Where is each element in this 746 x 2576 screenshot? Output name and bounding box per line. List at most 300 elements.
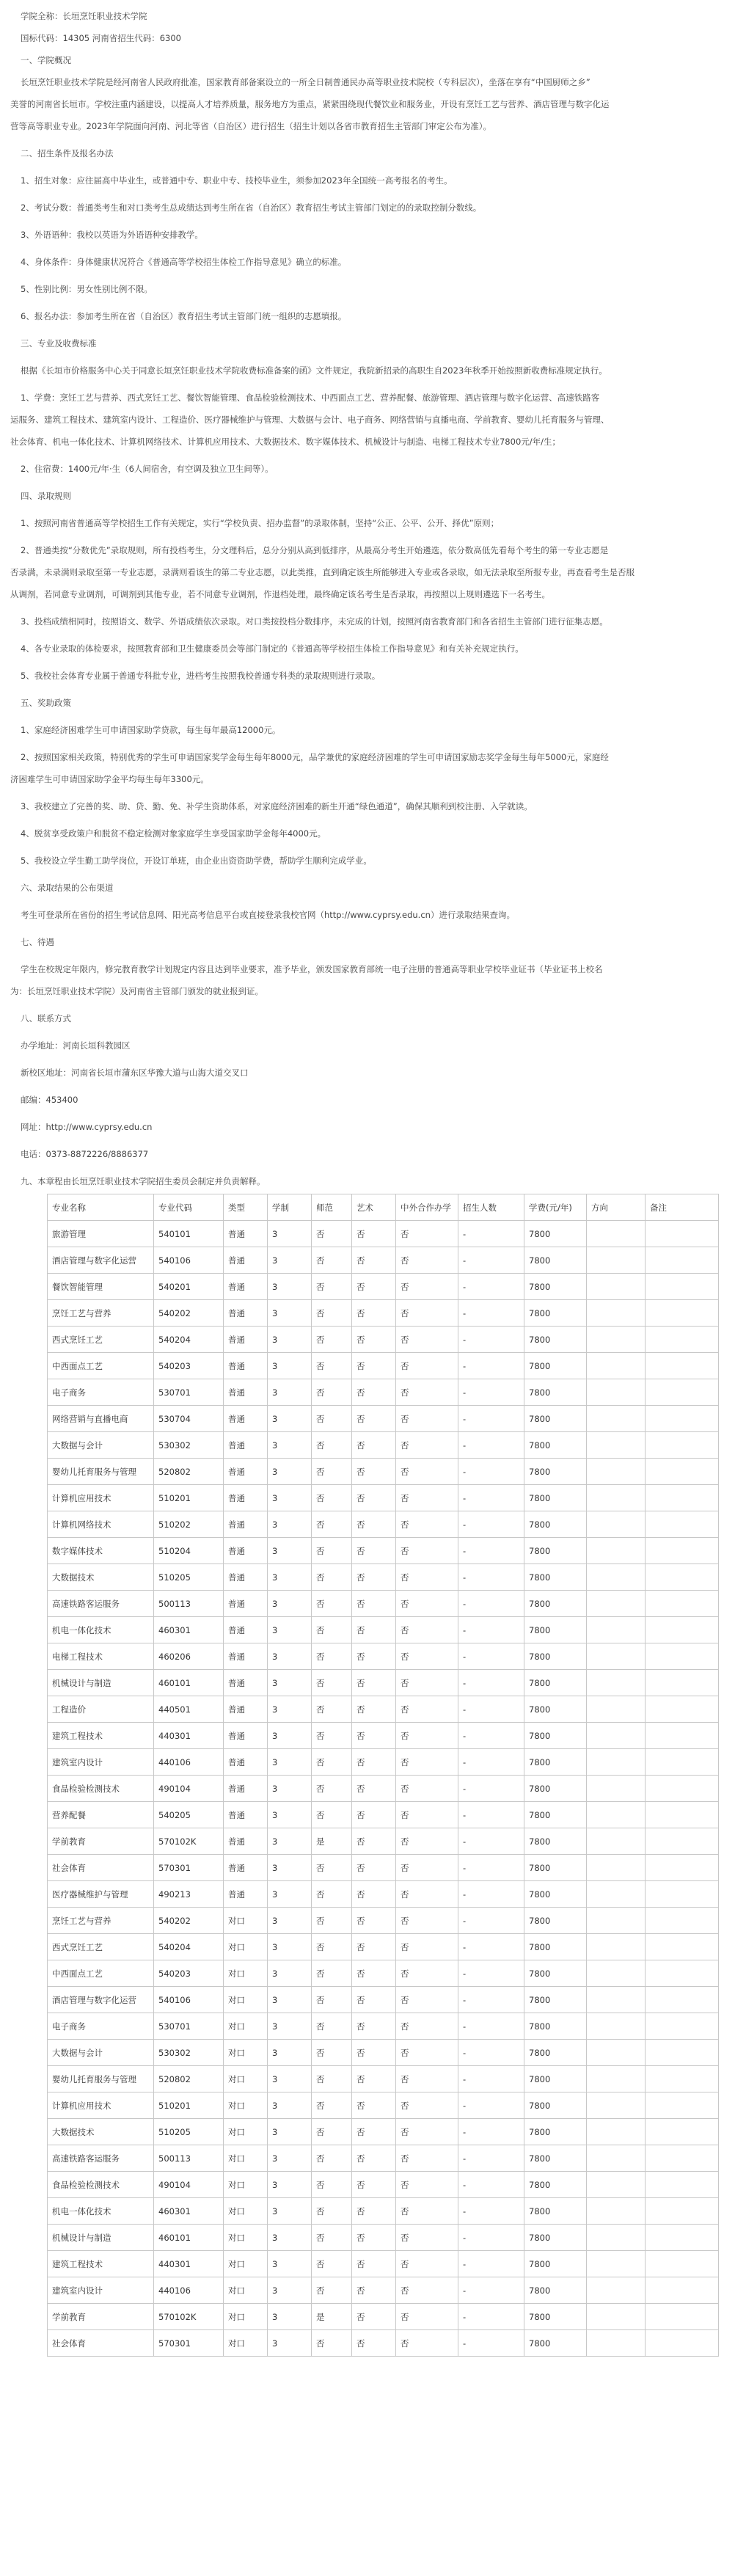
table-header-row	[48, 1194, 719, 1221]
overview-line-2: 美誉的河南省长垣市。学校注重内涵建设，以提高人才培养质量，服务地方为重点，紧紧围绕现代餐饮业和服务业，开设有烹饪工艺与营养、酒店管理与数字化运	[10, 99, 610, 109]
duration-cell: 3	[268, 1485, 312, 1511]
tuition-cell: 7800	[524, 1353, 587, 1379]
direction-cell	[587, 2172, 646, 2198]
section-title-fees: 三、专业及收费标准	[21, 338, 97, 349]
major-cell: 高速铁路客运服务	[48, 2145, 154, 2172]
contact-new-campus-address: 新校区地址：河南省长垣市蒲东区华豫大道与山海大道交叉口	[21, 1068, 249, 1078]
remarks-cell	[646, 2277, 719, 2304]
code-cell: 570102K	[154, 2304, 224, 2330]
normal-cell: 否	[312, 1564, 352, 1591]
fees-basis: 根据《长垣市价格服务中心关于同意长垣烹饪职业技术学院收费标准备案的函》文件规定，我院新招录的高职生自2023年秋季开始按照新收费标准规定执行。	[21, 365, 607, 376]
direction-cell	[587, 1274, 646, 1300]
remarks-cell	[646, 2251, 719, 2277]
enrollment-cell: -	[458, 1221, 524, 1247]
direction-cell	[587, 1723, 646, 1749]
code-cell: 530302	[154, 1432, 224, 1459]
type-cell: 普通	[224, 1379, 268, 1406]
type-cell: 对口	[224, 2277, 268, 2304]
art-cell: 否	[352, 1617, 396, 1643]
type-cell: 对口	[224, 1908, 268, 1934]
remarks-cell	[646, 2172, 719, 2198]
duration-cell: 3	[268, 1300, 312, 1327]
normal-cell: 否	[312, 1379, 352, 1406]
table-row	[48, 1855, 719, 1881]
joint-cell: 否	[396, 1591, 458, 1617]
contact-office-address: 办学地址：河南长垣科教园区	[21, 1040, 131, 1051]
table-row	[48, 1749, 719, 1776]
type-cell: 对口	[224, 2092, 268, 2119]
tuition-cell: 7800	[524, 1300, 587, 1327]
major-cell: 计算机网络技术	[48, 1511, 154, 1538]
enrollment-cell: -	[458, 1749, 524, 1776]
duration-cell: 3	[268, 1934, 312, 1960]
joint-cell: 否	[396, 1643, 458, 1670]
type-cell: 对口	[224, 1987, 268, 2013]
normal-cell: 否	[312, 1987, 352, 2013]
type-cell: 普通	[224, 1247, 268, 1274]
tuition-cell: 7800	[524, 2330, 587, 2357]
major-cell: 婴幼儿托育服务与管理	[48, 2066, 154, 2092]
code-cell: 520802	[154, 1459, 224, 1485]
major-cell: 婴幼儿托育服务与管理	[48, 1459, 154, 1485]
enrollment-cell: -	[458, 1960, 524, 1987]
duration-cell: 3	[268, 1828, 312, 1855]
col-header-code: 专业代码	[154, 1194, 224, 1221]
direction-cell	[587, 1617, 646, 1643]
aid-item-1: 1、家庭经济困难学生可申请国家助学贷款，每生每年最高12000元。	[21, 725, 281, 735]
joint-cell: 否	[396, 2119, 458, 2145]
joint-cell: 否	[396, 1881, 458, 1908]
section-title-interpretation: 九、本章程由长垣烹饪职业技术学院招生委员会制定并负责解释。	[21, 1176, 266, 1186]
remarks-cell	[646, 1353, 719, 1379]
code-cell: 440106	[154, 1749, 224, 1776]
table-row	[48, 2304, 719, 2330]
section-title-treatment: 七、待遇	[21, 937, 54, 947]
art-cell: 否	[352, 1828, 396, 1855]
tuition-cell: 7800	[524, 1485, 587, 1511]
remarks-cell	[646, 1379, 719, 1406]
joint-cell: 否	[396, 2145, 458, 2172]
duration-cell: 3	[268, 1327, 312, 1353]
normal-cell: 否	[312, 2225, 352, 2251]
col-header-art: 艺术	[352, 1194, 396, 1221]
type-cell: 普通	[224, 1300, 268, 1327]
type-cell: 普通	[224, 1828, 268, 1855]
enrollment-cell: -	[458, 2330, 524, 2357]
major-cell: 机电一体化技术	[48, 1617, 154, 1643]
normal-cell: 否	[312, 1538, 352, 1564]
direction-cell	[587, 1300, 646, 1327]
rules-item-2-line-3: 从调剂，若同意专业调剂，可调剂到其他专业，若不同意专业调剂，作退档处理，最终确定该名考生是否录取，再按照以上规则遴选下一名考生。	[10, 589, 550, 599]
code-cell: 460206	[154, 1643, 224, 1670]
aid-item-2-line-1: 2、按照国家相关政策，特别优秀的学生可申请国家奖学金每生每年8000元，品学兼优的家庭经济困难的学生可申请国家励志奖学金每生每年5000元，家庭经	[21, 752, 609, 762]
rules-item-1: 1、按照河南省普通高等学校招生工作有关规定，实行“学校负责、招办监督”的录取体制，坚持“公正、公平、公开、择优”原则；	[21, 518, 500, 528]
type-cell: 普通	[224, 1855, 268, 1881]
direction-cell	[587, 1881, 646, 1908]
type-cell: 对口	[224, 2304, 268, 2330]
school-codes: 国标代码：14305 河南省招生代码：6300	[21, 33, 182, 43]
art-cell: 否	[352, 2330, 396, 2357]
direction-cell	[587, 2225, 646, 2251]
table-row	[48, 1327, 719, 1353]
major-cell: 计算机应用技术	[48, 1485, 154, 1511]
normal-cell: 否	[312, 1696, 352, 1723]
remarks-cell	[646, 1987, 719, 2013]
tuition-cell: 7800	[524, 2092, 587, 2119]
type-cell: 普通	[224, 1538, 268, 1564]
art-cell: 否	[352, 2277, 396, 2304]
enrollment-cell: -	[458, 1274, 524, 1300]
type-cell: 对口	[224, 2172, 268, 2198]
code-cell: 460101	[154, 1670, 224, 1696]
type-cell: 对口	[224, 1934, 268, 1960]
table-row	[48, 2066, 719, 2092]
direction-cell	[587, 1247, 646, 1274]
direction-cell	[587, 2330, 646, 2357]
joint-cell: 否	[396, 1960, 458, 1987]
joint-cell: 否	[396, 1723, 458, 1749]
code-cell: 460301	[154, 1617, 224, 1643]
tuition-cell: 7800	[524, 1934, 587, 1960]
tuition-cell: 7800	[524, 1749, 587, 1776]
normal-cell: 否	[312, 2119, 352, 2145]
code-cell: 540202	[154, 1908, 224, 1934]
major-cell: 大数据与会计	[48, 2040, 154, 2066]
direction-cell	[587, 1908, 646, 1934]
tuition-cell: 7800	[524, 1696, 587, 1723]
direction-cell	[587, 1960, 646, 1987]
type-cell: 普通	[224, 1802, 268, 1828]
normal-cell: 否	[312, 2330, 352, 2357]
section-title-results: 六、录取结果的公布渠道	[21, 883, 114, 893]
normal-cell: 否	[312, 1749, 352, 1776]
art-cell: 否	[352, 1327, 396, 1353]
duration-cell: 3	[268, 1274, 312, 1300]
table-row	[48, 1960, 719, 1987]
enrollment-cell: -	[458, 2040, 524, 2066]
tuition-cell: 7800	[524, 2172, 587, 2198]
type-cell: 对口	[224, 2066, 268, 2092]
normal-cell: 否	[312, 2013, 352, 2040]
normal-cell: 是	[312, 2304, 352, 2330]
table-row	[48, 2145, 719, 2172]
enrollment-cell: -	[458, 2251, 524, 2277]
type-cell: 普通	[224, 1591, 268, 1617]
duration-cell: 3	[268, 2277, 312, 2304]
table-row	[48, 2040, 719, 2066]
art-cell: 否	[352, 2013, 396, 2040]
art-cell: 否	[352, 1353, 396, 1379]
duration-cell: 3	[268, 2013, 312, 2040]
art-cell: 否	[352, 2172, 396, 2198]
conditions-item-1: 1、招生对象：应往届高中毕业生，或普通中专、职业中专、技校毕业生，须参加2023年全国统一高考报名的考生。	[21, 175, 453, 186]
duration-cell: 3	[268, 1643, 312, 1670]
type-cell: 对口	[224, 2198, 268, 2225]
table-row	[48, 2172, 719, 2198]
remarks-cell	[646, 2145, 719, 2172]
remarks-cell	[646, 1485, 719, 1511]
remarks-cell	[646, 2304, 719, 2330]
normal-cell: 否	[312, 2092, 352, 2119]
remarks-cell	[646, 1723, 719, 1749]
major-cell: 电子商务	[48, 1379, 154, 1406]
direction-cell	[587, 1776, 646, 1802]
tuition-cell: 7800	[524, 2225, 587, 2251]
joint-cell: 否	[396, 1855, 458, 1881]
art-cell: 否	[352, 2225, 396, 2251]
table-row	[48, 1511, 719, 1538]
normal-cell: 否	[312, 1855, 352, 1881]
joint-cell: 否	[396, 1987, 458, 2013]
tuition-cell: 7800	[524, 1459, 587, 1485]
enrollment-cell: -	[458, 1511, 524, 1538]
col-header-normal: 师范	[312, 1194, 352, 1221]
rules-item-5: 5、我校社会体育专业属于普通专科批专业，进档考生按照我校普通专科类的录取规则进行录取。	[21, 671, 381, 681]
enrollment-cell: -	[458, 1432, 524, 1459]
remarks-cell	[646, 1221, 719, 1247]
type-cell: 普通	[224, 1459, 268, 1485]
tuition-cell: 7800	[524, 1776, 587, 1802]
tuition-cell: 7800	[524, 2145, 587, 2172]
joint-cell: 否	[396, 2251, 458, 2277]
art-cell: 否	[352, 1591, 396, 1617]
enrollment-cell: -	[458, 2066, 524, 2092]
normal-cell: 否	[312, 1670, 352, 1696]
table-row	[48, 1406, 719, 1432]
conditions-item-4: 4、身体条件：身体健康状况符合《普通高等学校招生体检工作指导意见》确立的标准。	[21, 257, 347, 267]
joint-cell: 否	[396, 1379, 458, 1406]
type-cell: 普通	[224, 1485, 268, 1511]
type-cell: 普通	[224, 1643, 268, 1670]
tuition-cell: 7800	[524, 2251, 587, 2277]
joint-cell: 否	[396, 1511, 458, 1538]
enrollment-cell: -	[458, 1379, 524, 1406]
code-cell: 570102K	[154, 1828, 224, 1855]
art-cell: 否	[352, 1855, 396, 1881]
code-cell: 540106	[154, 1987, 224, 2013]
major-cell: 中西面点工艺	[48, 1353, 154, 1379]
tuition-cell: 7800	[524, 1987, 587, 2013]
joint-cell: 否	[396, 1247, 458, 1274]
major-cell: 工程造价	[48, 1696, 154, 1723]
enrollment-cell: -	[458, 1406, 524, 1432]
code-cell: 490213	[154, 1881, 224, 1908]
normal-cell: 否	[312, 1327, 352, 1353]
code-cell: 570301	[154, 1855, 224, 1881]
contact-website: 网址：http://www.cyprsy.edu.cn	[21, 1122, 153, 1132]
table-row	[48, 2225, 719, 2251]
normal-cell: 否	[312, 2277, 352, 2304]
major-cell: 大数据技术	[48, 1564, 154, 1591]
major-cell: 餐饮智能管理	[48, 1274, 154, 1300]
normal-cell: 否	[312, 1776, 352, 1802]
duration-cell: 3	[268, 1670, 312, 1696]
enrollment-cell: -	[458, 1300, 524, 1327]
art-cell: 否	[352, 1749, 396, 1776]
direction-cell	[587, 1855, 646, 1881]
enrollment-cell: -	[458, 1459, 524, 1485]
direction-cell	[587, 1485, 646, 1511]
type-cell: 普通	[224, 1511, 268, 1538]
table-row	[48, 1696, 719, 1723]
remarks-cell	[646, 2119, 719, 2145]
joint-cell: 否	[396, 1670, 458, 1696]
duration-cell: 3	[268, 1379, 312, 1406]
tuition-cell: 7800	[524, 1802, 587, 1828]
enrollment-cell: -	[458, 1247, 524, 1274]
direction-cell	[587, 1934, 646, 1960]
code-cell: 440301	[154, 1723, 224, 1749]
type-cell: 对口	[224, 2145, 268, 2172]
code-cell: 540106	[154, 1247, 224, 1274]
normal-cell: 否	[312, 1432, 352, 1459]
code-cell: 570301	[154, 2330, 224, 2357]
duration-cell: 3	[268, 1696, 312, 1723]
code-cell: 490104	[154, 2172, 224, 2198]
section-title-overview: 一、学院概况	[21, 55, 71, 65]
type-cell: 普通	[224, 1776, 268, 1802]
type-cell: 普通	[224, 1696, 268, 1723]
direction-cell	[587, 2277, 646, 2304]
treatment-line-1: 学生在校规定年限内，修完教育教学计划规定内容且达到毕业要求，准予毕业，颁发国家教育部统一电子注册的普通高等职业学校毕业证书（毕业证书上校名	[21, 964, 603, 974]
art-cell: 否	[352, 1564, 396, 1591]
major-cell: 社会体育	[48, 2330, 154, 2357]
enrollment-cell: -	[458, 2013, 524, 2040]
art-cell: 否	[352, 1406, 396, 1432]
type-cell: 普通	[224, 1221, 268, 1247]
major-cell: 医疗器械维护与管理	[48, 1881, 154, 1908]
joint-cell: 否	[396, 1776, 458, 1802]
table-row	[48, 1485, 719, 1511]
col-header-joint: 中外合作办学	[396, 1194, 458, 1221]
art-cell: 否	[352, 2251, 396, 2277]
duration-cell: 3	[268, 2040, 312, 2066]
rules-item-3: 3、投档成绩相同时，按照语文、数学、外语成绩依次录取。对口类按投档分数排序，未完成的计划，按照河南省教育部门和各省招生主管部门进行征集志愿。	[21, 616, 608, 627]
duration-cell: 3	[268, 1432, 312, 1459]
major-cell: 中西面点工艺	[48, 1960, 154, 1987]
art-cell: 否	[352, 1511, 396, 1538]
type-cell: 普通	[224, 1617, 268, 1643]
direction-cell	[587, 1564, 646, 1591]
joint-cell: 否	[396, 1828, 458, 1855]
major-cell: 机械设计与制造	[48, 2225, 154, 2251]
art-cell: 否	[352, 1723, 396, 1749]
normal-cell: 否	[312, 1934, 352, 1960]
duration-cell: 3	[268, 2092, 312, 2119]
code-cell: 530701	[154, 1379, 224, 1406]
tuition-cell: 7800	[524, 1617, 587, 1643]
normal-cell: 否	[312, 1353, 352, 1379]
duration-cell: 3	[268, 2119, 312, 2145]
remarks-cell	[646, 1511, 719, 1538]
section-title-admission-rules: 四、录取规则	[21, 491, 71, 501]
remarks-cell	[646, 2198, 719, 2225]
major-cell: 电梯工程技术	[48, 1643, 154, 1670]
table-row	[48, 1828, 719, 1855]
tuition-cell: 7800	[524, 2013, 587, 2040]
conditions-item-5: 5、性别比例：男女性别比例不限。	[21, 284, 153, 294]
code-cell: 510201	[154, 2092, 224, 2119]
tuition-cell: 7800	[524, 2066, 587, 2092]
normal-cell: 否	[312, 1960, 352, 1987]
tuition-cell: 7800	[524, 2277, 587, 2304]
remarks-cell	[646, 2013, 719, 2040]
enrollment-cell: -	[458, 2119, 524, 2145]
joint-cell: 否	[396, 2092, 458, 2119]
table-row	[48, 2251, 719, 2277]
enrollment-cell: -	[458, 2277, 524, 2304]
table-row	[48, 2119, 719, 2145]
table-row	[48, 1881, 719, 1908]
major-cell: 大数据与会计	[48, 1432, 154, 1459]
normal-cell: 否	[312, 2251, 352, 2277]
art-cell: 否	[352, 1960, 396, 1987]
enrollment-cell: -	[458, 1564, 524, 1591]
tuition-cell: 7800	[524, 1855, 587, 1881]
major-cell: 大数据技术	[48, 2119, 154, 2145]
enrollment-cell: -	[458, 1776, 524, 1802]
joint-cell: 否	[396, 1617, 458, 1643]
direction-cell	[587, 2198, 646, 2225]
direction-cell	[587, 1432, 646, 1459]
table-row	[48, 2330, 719, 2357]
enrollment-cell: -	[458, 2092, 524, 2119]
normal-cell: 否	[312, 1406, 352, 1432]
table-row	[48, 2198, 719, 2225]
major-cell: 旅游管理	[48, 1221, 154, 1247]
enrollment-cell: -	[458, 1881, 524, 1908]
joint-cell: 否	[396, 1327, 458, 1353]
major-cell: 西式烹饪工艺	[48, 1327, 154, 1353]
type-cell: 普通	[224, 1881, 268, 1908]
major-cell: 网络营销与直播电商	[48, 1406, 154, 1432]
major-cell: 计算机应用技术	[48, 2092, 154, 2119]
major-cell: 建筑室内设计	[48, 1749, 154, 1776]
normal-cell: 否	[312, 1459, 352, 1485]
duration-cell: 3	[268, 2198, 312, 2225]
tuition-cell: 7800	[524, 2198, 587, 2225]
joint-cell: 否	[396, 2172, 458, 2198]
remarks-cell	[646, 1881, 719, 1908]
code-cell: 500113	[154, 1591, 224, 1617]
table-row	[48, 1934, 719, 1960]
normal-cell: 否	[312, 2145, 352, 2172]
code-cell: 540205	[154, 1802, 224, 1828]
normal-cell: 否	[312, 1511, 352, 1538]
direction-cell	[587, 1591, 646, 1617]
table-row	[48, 1591, 719, 1617]
overview-line-1: 长垣烹饪职业技术学院是经河南省人民政府批准，国家教育部备案设立的一所全日制普通民办高等职业技术院校（专科层次），坐落在享有“中国厨师之乡”	[21, 77, 590, 87]
duration-cell: 3	[268, 2225, 312, 2251]
type-cell: 对口	[224, 2040, 268, 2066]
duration-cell: 3	[268, 1591, 312, 1617]
treatment-line-2: 为：长垣烹饪职业技术学院）及河南省主管部门颁发的就业报到证。	[10, 986, 263, 996]
remarks-cell	[646, 1406, 719, 1432]
table-row	[48, 1908, 719, 1934]
enrollment-cell: -	[458, 1643, 524, 1670]
direction-cell	[587, 2013, 646, 2040]
remarks-cell	[646, 1564, 719, 1591]
remarks-cell	[646, 1828, 719, 1855]
remarks-cell	[646, 1432, 719, 1459]
joint-cell: 否	[396, 2066, 458, 2092]
col-header-remarks: 备注	[646, 1194, 719, 1221]
art-cell: 否	[352, 1802, 396, 1828]
code-cell: 440501	[154, 1696, 224, 1723]
direction-cell	[587, 1511, 646, 1538]
major-cell: 电子商务	[48, 2013, 154, 2040]
remarks-cell	[646, 2092, 719, 2119]
